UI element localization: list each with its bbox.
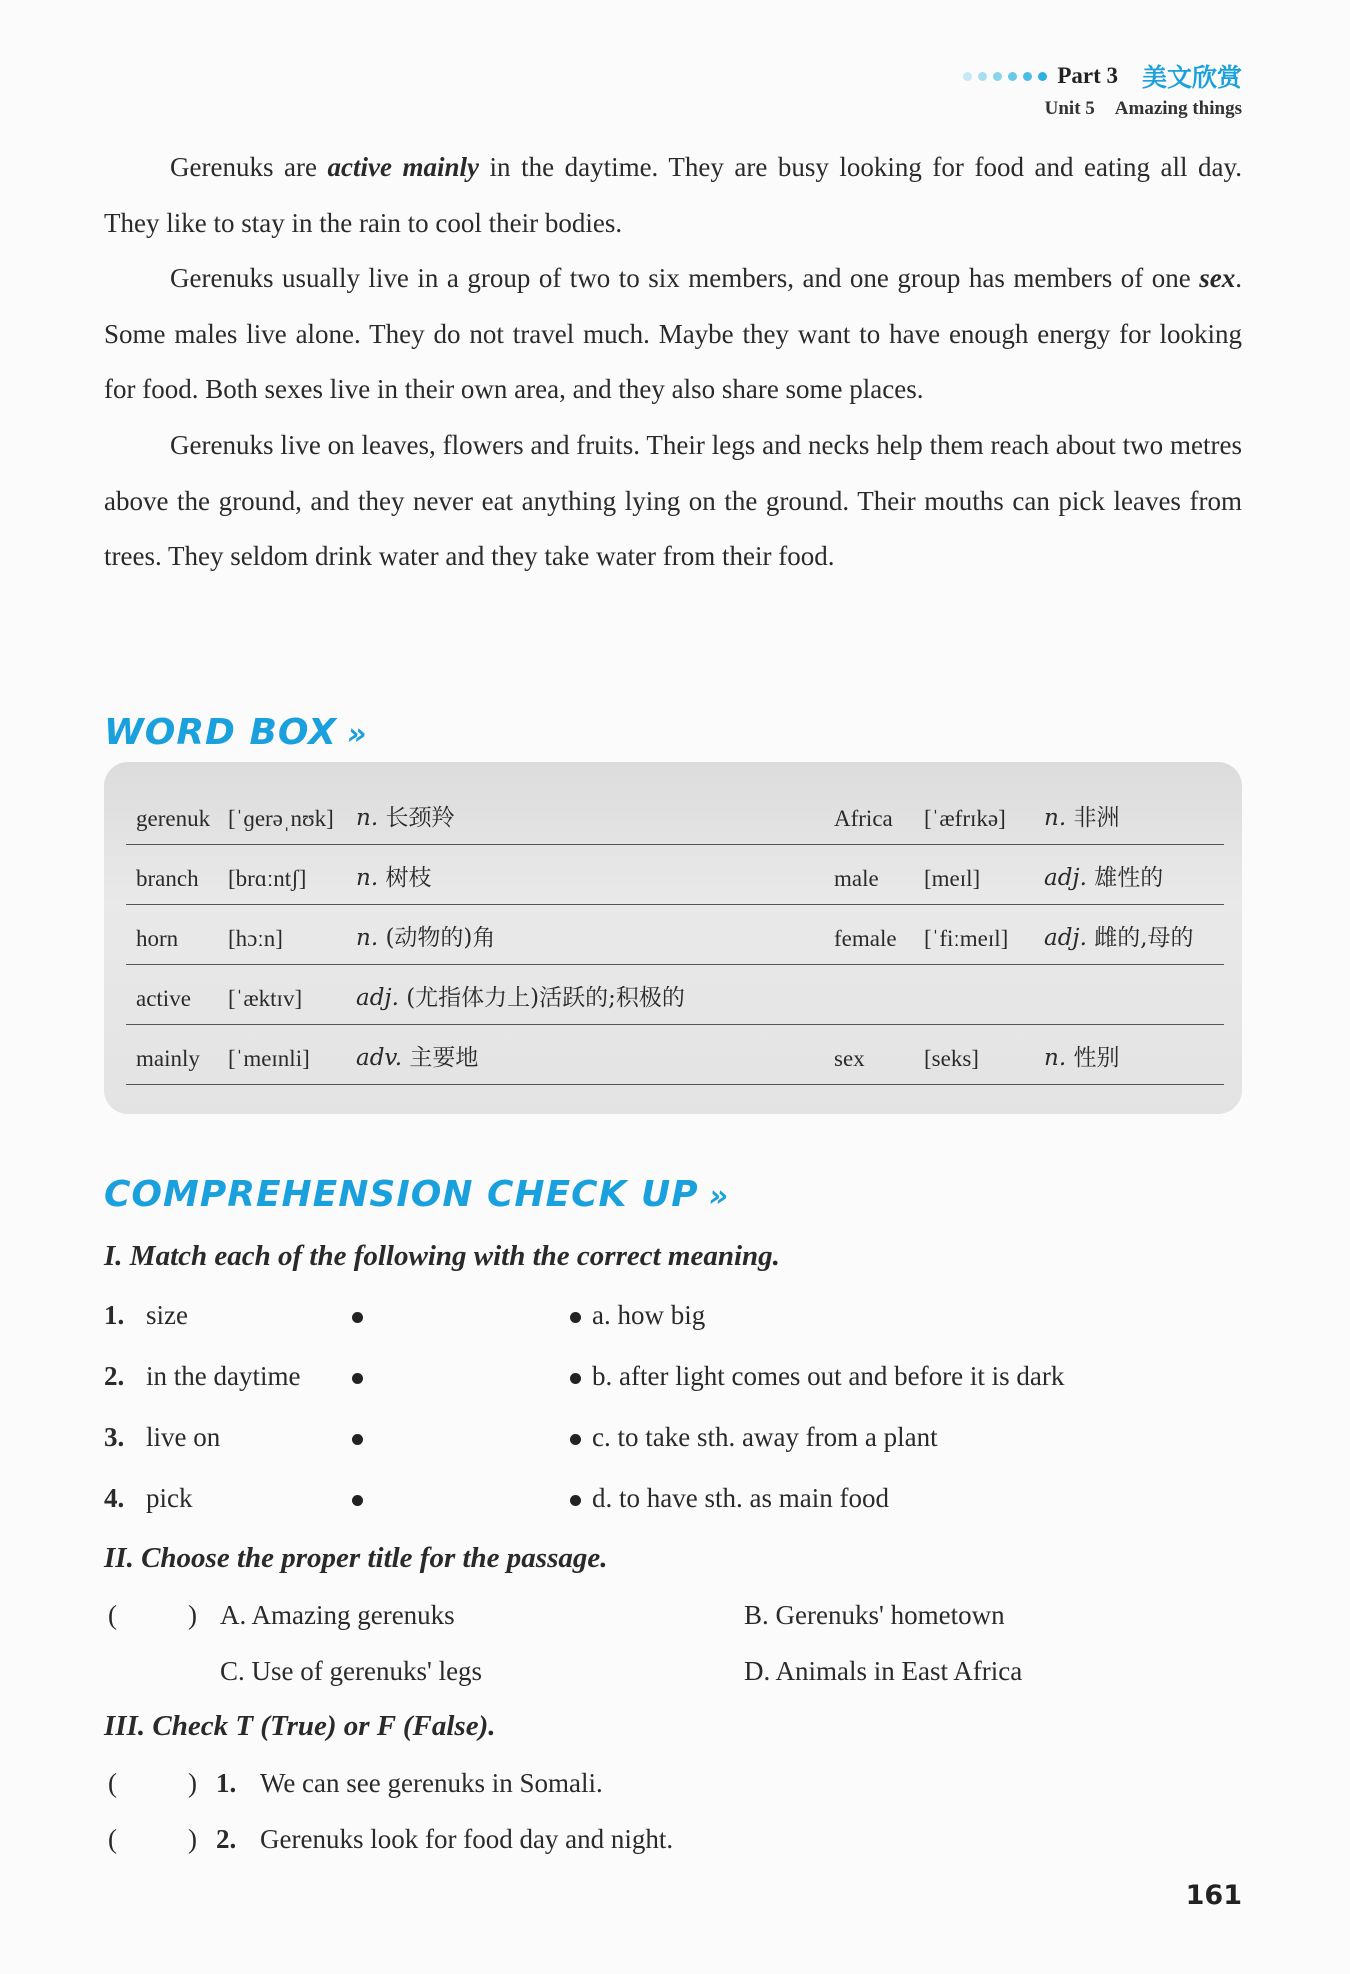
keyword-sex: sex (1199, 263, 1236, 294)
comprehension-heading: COMPREHENSION CHECK UP » (104, 1174, 730, 1215)
true-false-item: ( ) 2. Gerenuks look for food day and night. (108, 1824, 674, 1854)
unit-header (1045, 98, 1242, 120)
double-chevron-icon: » (708, 1179, 730, 1214)
match-left-dot[interactable] (352, 1312, 363, 1323)
match-left-dot[interactable] (352, 1373, 363, 1384)
question-3-heading: III. Check T (True) or F (False). (104, 1710, 496, 1742)
match-right-dot[interactable] (570, 1312, 581, 1323)
match-right-dot[interactable] (570, 1495, 581, 1506)
paragraph-1: Gerenuks are active mainly in the daytime. They are busy looking for food and eating all day. They like to stay in the rain to cool their bodies. (104, 152, 1242, 238)
unit-title: Amazing things (1114, 98, 1242, 119)
answer-blank-close: ) (188, 1824, 197, 1854)
option-a[interactable]: A. Amazing gerenuks (220, 1600, 455, 1630)
choice-row (104, 1656, 1244, 1696)
match-item: 4. pick d. to have sth. as main food (104, 1483, 889, 1513)
match-item: 1. size a. how big (104, 1300, 706, 1330)
running-header (963, 58, 1242, 94)
option-b[interactable]: B. Gerenuks' hometown (744, 1600, 1005, 1630)
word-box (104, 762, 1242, 1114)
part-chinese-title: 美文欣赏 (1141, 63, 1242, 92)
match-item: 2. in the daytime b. after light comes out and before it is dark (104, 1361, 1065, 1391)
match-left-dot[interactable] (352, 1434, 363, 1445)
option-c[interactable]: C. Use of gerenuks' legs (220, 1656, 483, 1686)
answer-blank-open[interactable]: ( (108, 1600, 117, 1630)
part-label: Part 3 (1057, 63, 1118, 88)
answer-blank-close: ) (188, 1600, 197, 1630)
answer-blank-close: ) (188, 1768, 197, 1798)
question-1-heading: I. Match each of the following with the correct meaning. (104, 1240, 780, 1272)
reading-passage (104, 140, 1242, 585)
choice-row (104, 1600, 1244, 1640)
unit-label: Unit 5 (1044, 98, 1095, 119)
match-right-dot[interactable] (570, 1434, 581, 1445)
answer-blank-open[interactable]: ( (108, 1768, 117, 1798)
page-number: 161 (1185, 1880, 1242, 1911)
answer-blank-open[interactable]: ( (108, 1824, 117, 1854)
word-row: active [ˈæktɪv] adj. (尤指体力上)活跃的;积极的 (126, 964, 1224, 1025)
match-item: 3. live on c. to take sth. away from a plant (104, 1422, 938, 1452)
keyword-active-mainly: active mainly (327, 152, 479, 182)
word-row: gerenuk [ˈɡerəˌnʊk] n. 长颈羚 Africa [ˈæfrɪkə] n. 非洲 (126, 784, 1224, 845)
match-left-dot[interactable] (352, 1495, 363, 1506)
word-row: branch [brɑːntʃ] n. 树枝 male [meɪl] adj. 雄性的 (126, 844, 1224, 905)
true-false-item: ( ) 1. We can see gerenuks in Somali. (108, 1768, 603, 1798)
option-d[interactable]: D. Animals in East Africa (744, 1656, 1023, 1686)
word-box-heading: WORD BOX » (104, 712, 368, 753)
word-row: horn [hɔːn] n. (动物的)角 female [ˈfiːmeɪl] adj. 雌的,母的 (126, 904, 1224, 965)
paragraph-2: Gerenuks usually live in a group of two to six members, and one group has members of one sex. Some males live alone. They do not travel much. Maybe they want to have enough energy for looking for food. Both sexes live in their own area, and they also share some places. (104, 263, 1242, 405)
decorative-dots (963, 72, 1047, 81)
double-chevron-icon: » (346, 717, 368, 752)
paragraph-3: Gerenuks live on leaves, flowers and fruits. Their legs and necks help them reach about two metres above the ground, and they never eat anything lying on the ground. Their mouths can pick leaves from trees. They seldom drink water and they take water from their food. (104, 429, 1242, 572)
word-row: mainly [ˈmeɪnli] adv. 主要地 sex [seks] n. 性别 (126, 1024, 1224, 1085)
question-2-heading: II. Choose the proper title for the passage. (104, 1542, 608, 1574)
match-right-dot[interactable] (570, 1373, 581, 1384)
